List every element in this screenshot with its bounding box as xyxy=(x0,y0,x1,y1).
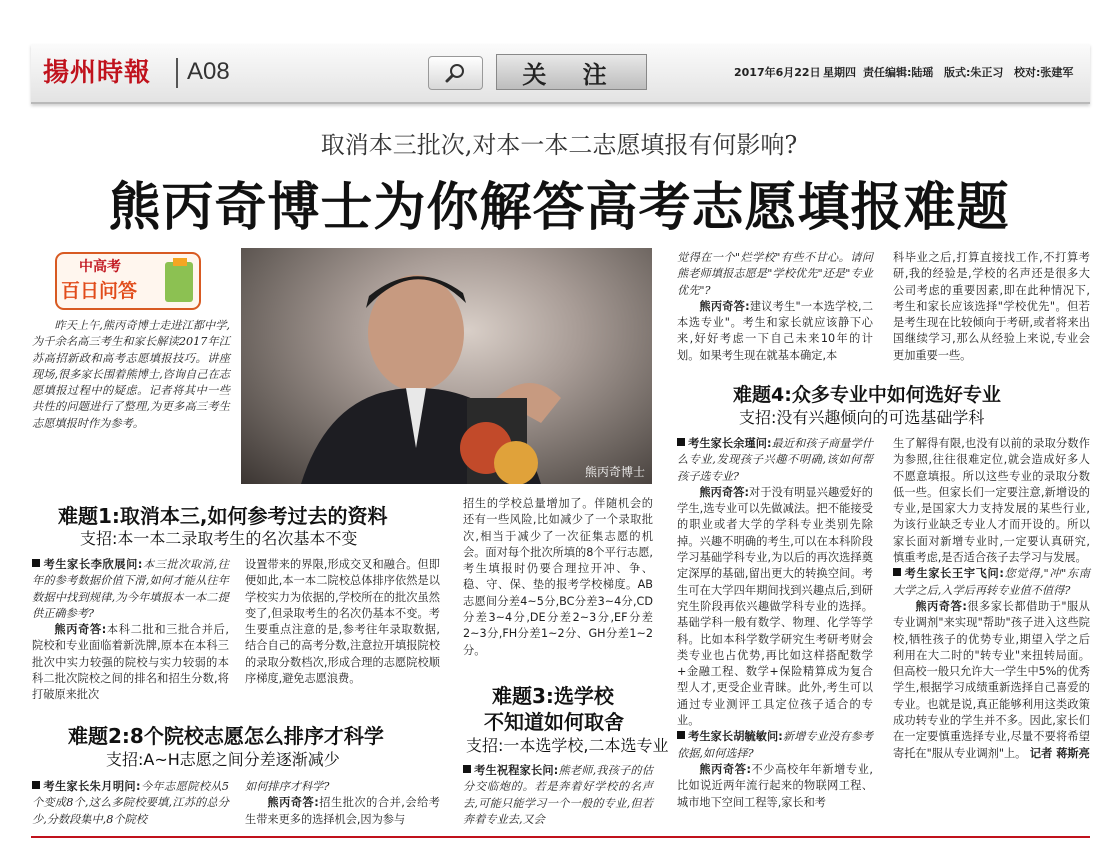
q4-answer-a: 对于没有明显兴趣爱好的学生,选专业可以先做减法。把不能接受的职业或者大学的学科专业类别先除掉。兴趣不明确的考生,可以在本科阶段学习基础学科专业,为以后的再次选择奠定深厚的基础,留出更大的转换空间。考生可在大学四年期间找到兴趣点后,到研究生阶段再依兴趣做学科专业的选择。基础学科一般有数学、物理、化学等学科。比如本科学数学研究生考研考财会类专业也占优势,再比如这样搭配数学+金融工程、数学+保险精算成为复合型人才,更受企业青睐。此外,考生可以通过专业测评工具定位孩子适合的专业。 xyxy=(677,485,873,728)
q2-answer-label: 熊丙奇答: xyxy=(267,796,319,810)
q2-answer-b: 招生的学校总量增加了。伴随机会的还有一些风险,比如减少了一个录取批次,相当于减少了一次征集志愿的机会。面对每个批次所填的8个平行志愿,考生填报时仍要合理拉开冲、争、稳、守、保、垫的报考学校梯度。AB志愿间分差4~5分,BC分差3~4分,CD分差3~4分,DE分差2~3分,EF分差2~3分,FH分差1~2分、GH分差1~2分。 xyxy=(463,497,653,657)
page-bottom-rule xyxy=(31,836,1090,838)
q5-asker: 考生家长胡毓敏问: xyxy=(688,730,783,744)
q2-answer-a: 招生批次的合并,会给考生带来更多的选择机会,因为参与 xyxy=(245,796,440,826)
issue-date: 2017年6月22日 xyxy=(734,66,821,79)
q5-question: 新增专业没有参考依据,如何选择? xyxy=(677,730,873,760)
bullet-square-icon xyxy=(32,559,40,567)
q1-subtitle: 支招:本一本二录取考生的名次基本不变 xyxy=(80,529,358,548)
q3-answer-label: 熊丙奇答: xyxy=(699,299,750,313)
editor-credit: 责任编辑:陆瑶 xyxy=(863,66,934,79)
q2-block-continued xyxy=(463,496,653,659)
q3-question-b: 觉得在一个"烂学校"有些不甘心。请问熊老师填报志愿是"学校优先"还是"专业优先"? xyxy=(677,251,873,297)
proofreader-credit: 校对:张建军 xyxy=(1014,66,1074,79)
q3-subtitle: 支招:一本选学校,二本选专业 xyxy=(466,736,669,755)
q3-question-a: 熊老师,我孩子的估分交临炮的。若是奔着好学校的名声去,可能只能学习一个一般的专业,但若奔着专业去,又会 xyxy=(463,764,653,826)
q4-title: 难题4:众多专业中如何选好专业 xyxy=(733,384,1001,406)
q2-question-b: 如何排序才科学? xyxy=(245,780,330,793)
bullet-square-icon xyxy=(893,568,901,576)
q3-title-line2: 不知道如何取舍 xyxy=(484,710,624,734)
intro-text: 昨天上午,熊丙奇博士走进江都中学,为千余名高三考生和家长解读2017年江苏高招新政和高考志愿填报技巧。讲座现场,很多家长围着熊博士,咨询自己在志愿填报过程中的疑虑。记者将其中一些共性的问题进行了整理,为更多高三考生志愿填报时作为参考。 xyxy=(32,319,230,430)
q2-asker: 考生家长朱月明问: xyxy=(43,780,141,793)
q1-question: 本三批次取消,往年的参考数据价值下滑,如何才能从往年数据中找到规律,为今年填报本一本二提供正确参考? xyxy=(32,558,229,620)
q4-block-right xyxy=(893,436,1090,762)
q1-answer-b: 设置带来的界限,形成交叉和融合。但即便如此,本一本二院校总体排序依然是以学校实力为依据的,学校所在的批次虽然变了,但录取考生的名次仍基本不变。考生要重点注意的是,参考往年录取数据,结合自己的高考分数,注意拉开填报院校的录取分数档次,形成合理的志愿院校顺序梯度,避免志愿浪费。 xyxy=(245,558,440,686)
article-kicker: 取消本三批次,对本一本二志愿填报有何影响? xyxy=(320,131,798,159)
q2-block-right xyxy=(245,779,440,828)
speaker-photo xyxy=(241,248,652,484)
q6-asker: 考生家长王宇飞问: xyxy=(904,567,1004,581)
q4-subtitle: 支招:没有兴趣倾向的可选基础学科 xyxy=(739,408,985,427)
q5-answer-label: 熊丙奇答: xyxy=(699,762,751,776)
q3-block-right xyxy=(677,250,873,364)
speaker-silhouette xyxy=(241,248,652,484)
intro-paragraph xyxy=(32,318,230,432)
bullet-square-icon xyxy=(677,438,685,446)
bullet-square-icon xyxy=(677,731,685,739)
logo-divider xyxy=(176,58,178,88)
q6-answer: 很多家长都借助于"服从专业调剂"来实现"帮助"孩子进入这些院校,牺牲孩子的优势专业,期望入学之后利用在大二时的"转专业"来扭转局面。但高校一般只允许大一学生中5%的优秀学生,根据学习成绩重新选择自己喜爱的专业。也就是说,真正能够利用这类政策成功转专业的学生并不多。因此,家长们在一定要慎重选择专业,尽量不要将希望寄托在"服从专业调剂"上。 xyxy=(893,599,1090,760)
q3-title-line1: 难题3:选学校 xyxy=(492,684,614,708)
column-badge xyxy=(55,252,201,310)
q2-block-left xyxy=(32,779,229,828)
q2-title: 难题2:8个院校志愿怎么排序才科学 xyxy=(68,724,384,748)
search-button[interactable] xyxy=(428,56,483,90)
q2-subtitle: 支招:A~H志愿之间分差逐渐减少 xyxy=(106,750,340,769)
issue-weekday: 星期四 xyxy=(823,66,856,79)
reporter-byline: 记者 蒋斯亮 xyxy=(1029,746,1090,760)
q1-block-left xyxy=(32,557,229,704)
q3-asker: 考生祝程家长问: xyxy=(474,764,559,777)
q4-answer-label: 熊丙奇答: xyxy=(699,485,749,499)
q4-asker: 考生家长余瑾问: xyxy=(688,437,772,450)
article-headline: 熊丙奇博士为你解答高考志愿填报难题 xyxy=(108,178,1010,238)
q3-answer-a: 建议考生"一本选学校,二本选专业"。考生和家长就应该静下心来,好好考虑一下自己未来10年的计划。如果考生现在就基本确定,本 xyxy=(677,299,874,362)
q3-block-left xyxy=(463,763,653,828)
q6-question: 您觉得,"冲"东南大学之后,入学后再转专业值不值得? xyxy=(893,567,1090,597)
q1-asker: 考生家长李欣展问: xyxy=(43,558,143,571)
q1-block-right xyxy=(245,557,440,687)
q6-answer-label: 熊丙奇答: xyxy=(915,599,967,613)
designer-credit: 版式:朱正习 xyxy=(944,66,1004,79)
q4-answer-b: 生了解得有限,也没有以前的录取分数作为参照,往往很难定位,就会造成好多人不愿意填报。所以这些专业的录取分数低一些。但家长们一定要注意,新增设的专业,是国家大力支持发展的某些行业,为该行业缺乏专业人才而开设的。所以家长面对新增专业时,一定要认真研究,慎重考虑,是否适合孩子去学习与发展。 xyxy=(893,437,1090,565)
bullet-square-icon xyxy=(32,781,40,789)
badge-line1: 中高考 xyxy=(79,259,121,275)
q3-answer-b: 科毕业之后,打算直接找工作,不打算考研,我的经验是,学校的名声还是很多大公司考虑的重要因素,即在此种情况下,考生和家长应该选择"学校优先"。但若是考生现在比较倾向于考研,或者将来出国继续学习,那么从经验上来说,专业会更加重要一些。 xyxy=(893,251,1090,362)
q1-answer-a: 本科二批和三批合并后,院校和专业面临着新洗牌,原本在本科三批次中实力较强的院校与实力较弱的本科二批次院校之间的排名和招生分数,将打破原来批次 xyxy=(32,623,229,702)
section-tab[interactable]: 关 注 xyxy=(496,54,647,90)
photo-caption: 熊丙奇博士 xyxy=(585,465,646,479)
q3-block-continued xyxy=(893,250,1090,364)
q2-question-a: 今年志愿院校从5个变成8个,这么多院校要填,江苏的总分少,分数段集中,8个院校 xyxy=(32,780,229,826)
newspaper-logo: 揚州時報 xyxy=(43,58,152,88)
q1-title: 难题1:取消本三,如何参考过去的资料 xyxy=(58,504,388,528)
page-number: A08 xyxy=(187,58,230,85)
q4-block-left xyxy=(677,436,873,811)
magnifier-icon xyxy=(445,62,467,84)
q5-answer: 不少高校年年新增专业,比如说近两年流行起来的物联网工程、城市地下空间工程等,家长和考 xyxy=(677,762,873,809)
badge-line2: 百日问答 xyxy=(61,280,138,302)
q4-question: 最近和孩子商量学什么专业,发现孩子兴趣不明确,该如何帮孩子选专业? xyxy=(677,437,873,483)
bullet-square-icon xyxy=(463,765,471,773)
q1-answer-label: 熊丙奇答: xyxy=(54,623,107,637)
